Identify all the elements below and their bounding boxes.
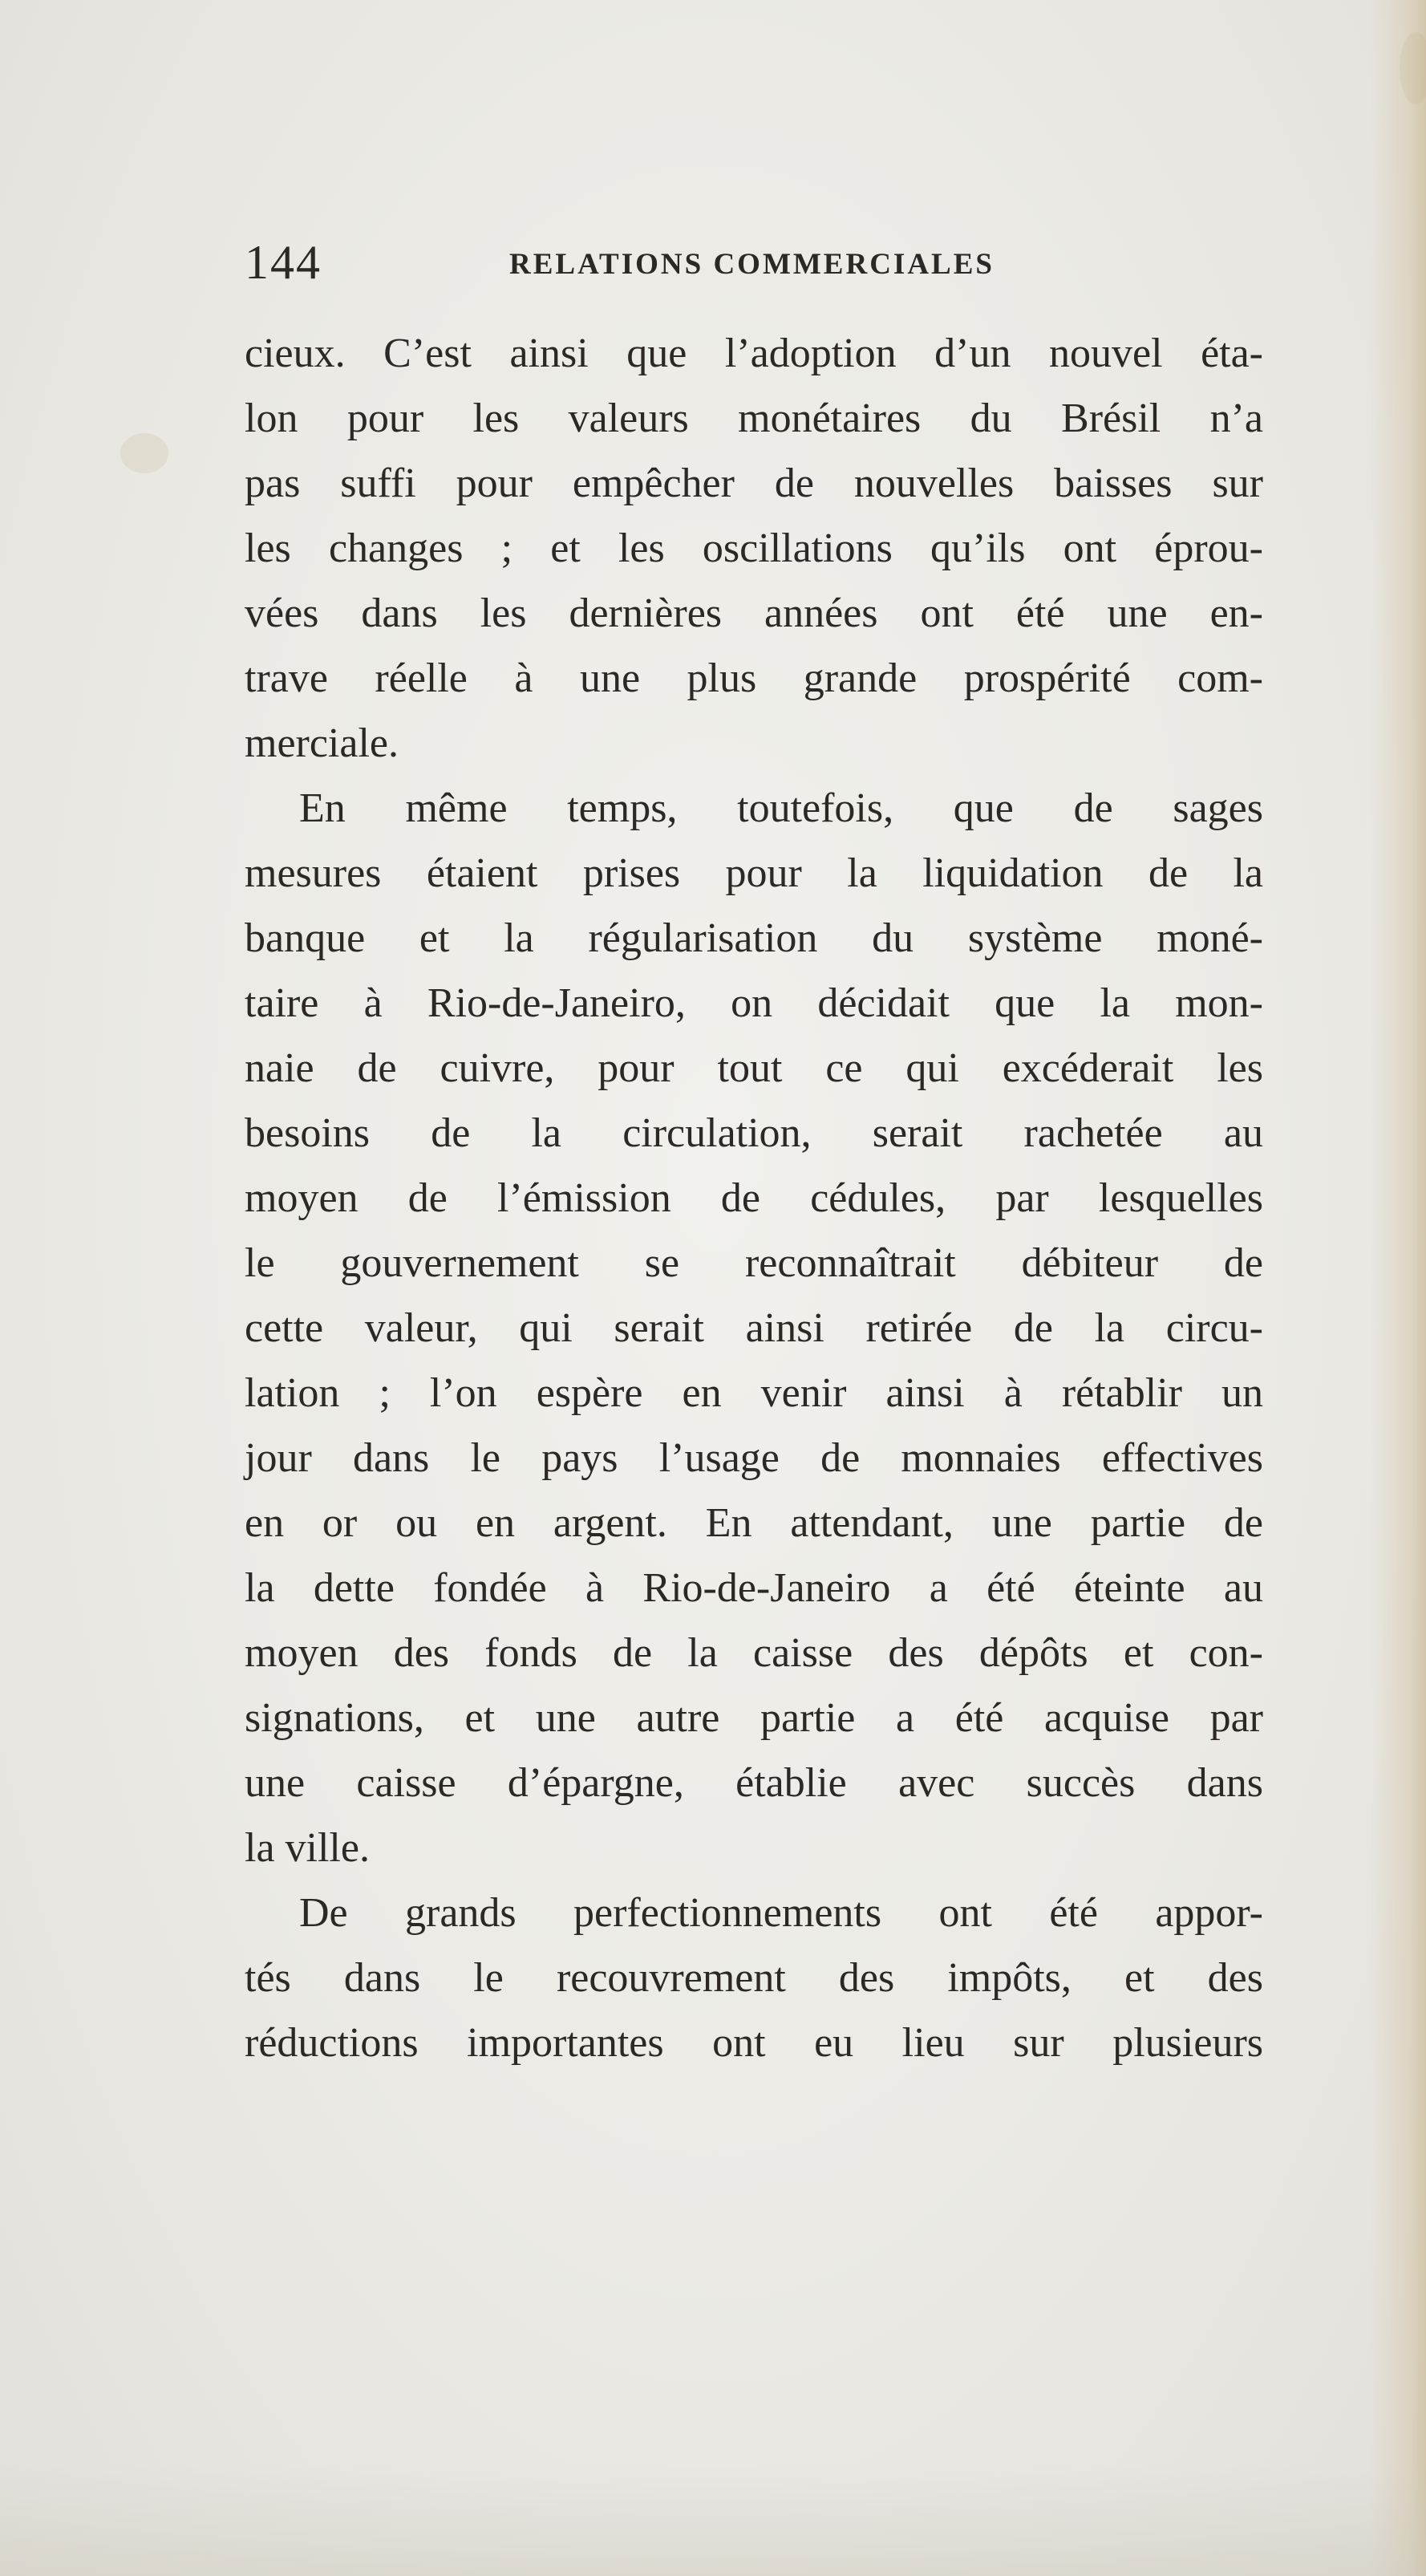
body-text <box>245 321 1263 2075</box>
text-line: une caisse d’épargne, établie avec succès dans <box>245 1760 1263 1806</box>
text-line: De grands perfectionnements ont été appor- <box>299 1890 1263 1936</box>
text-line: lon pour les valeurs monétaires du Brésil n’a <box>245 396 1263 441</box>
text-line: en or ou en argent. En attendant, une partie de <box>245 1500 1263 1546</box>
text-line: besoins de la circulation, serait rachetée au <box>245 1110 1263 1156</box>
page-edge-shadow <box>1370 0 1426 2576</box>
text-line: moyen des fonds de la caisse des dépôts et con- <box>245 1630 1263 1676</box>
text-line: pas suffi pour empêcher de nouvelles baisses sur <box>245 460 1263 506</box>
text-line: cieux. C’est ainsi que l’adoption d’un nouvel éta- <box>245 331 1263 376</box>
text-line: cette valeur, qui serait ainsi retirée de la circu- <box>245 1305 1263 1351</box>
text-line: naie de cuivre, pour tout ce qui excéderait les <box>245 1045 1263 1091</box>
text-line: taire à Rio-de-Janeiro, on décidait que la mon- <box>245 980 1263 1026</box>
page-header <box>245 234 1263 290</box>
text-line: le gouvernement se reconnaîtrait débiteur de <box>245 1240 1263 1286</box>
text-line: moyen de l’émission de cédules, par lesquelles <box>245 1175 1263 1221</box>
text-line: trave réelle à une plus grande prospérité com- <box>245 655 1263 701</box>
text-line: mesures étaient prises pour la liquidation de la <box>245 850 1263 896</box>
text-line: lation ; l’on espère en venir ainsi à rétablir un <box>245 1370 1263 1416</box>
text-line: En même temps, toutefois, que de sages <box>299 785 1263 831</box>
text-line: merciale. <box>245 720 399 766</box>
paper-stain <box>1400 32 1426 104</box>
text-line: signations, et une autre partie a été acquise par <box>245 1695 1263 1741</box>
paragraph <box>245 321 1263 776</box>
text-line: jour dans le pays l’usage de monnaies effectives <box>245 1435 1263 1481</box>
text-line: la ville. <box>245 1825 370 1871</box>
text-line: réductions importantes ont eu lieu sur plusieurs <box>245 2020 1263 2066</box>
text-line: vées dans les dernières années ont été une en- <box>245 590 1263 636</box>
text-line: banque et la régularisation du système moné- <box>245 915 1263 961</box>
text-line: les changes ; et les oscillations qu’ils ont éprou- <box>245 525 1263 571</box>
text-line: tés dans le recouvrement des impôts, et des <box>245 1955 1263 2001</box>
paper-stain <box>120 433 168 473</box>
paragraph <box>245 776 1263 1880</box>
paragraph <box>245 1880 1263 2075</box>
running-title: RELATIONS COMMERCIALES <box>509 248 995 281</box>
text-line: la dette fondée à Rio-de-Janeiro a été éteinte au <box>245 1565 1263 1611</box>
page-bottom-shade <box>0 2464 1426 2576</box>
page-number: 144 <box>245 236 322 289</box>
